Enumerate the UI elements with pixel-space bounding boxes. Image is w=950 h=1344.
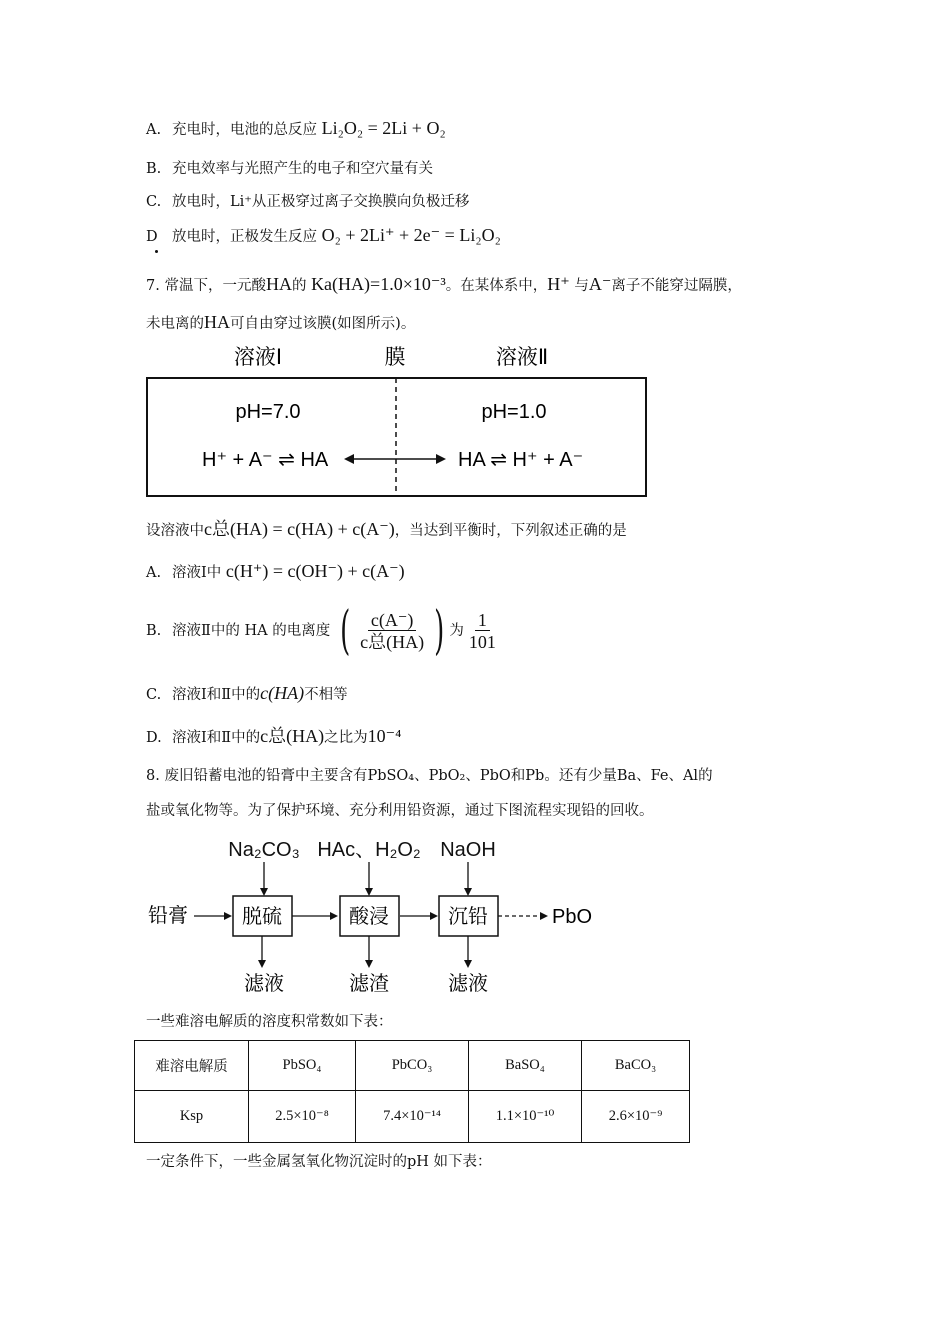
ph1-label: pH=7.0 (235, 401, 301, 423)
ksp-table (134, 1040, 690, 1143)
arrow-head-left (344, 454, 354, 464)
flow-diagram (140, 828, 610, 998)
ionization-fraction: $\frac{c(A^-)}{\text{c总(HA)}}$ (360, 609, 425, 652)
output-2: 滤渣 (349, 971, 389, 995)
membrane-label: 膜 (384, 345, 406, 369)
table-header: BaCO₃ (582, 1041, 690, 1091)
q7-option-c: C. 溶液Ⅰ和Ⅱ中的c(HA)不相等 (146, 683, 348, 703)
membrane-diagram (140, 338, 655, 503)
equilibrium-2: HA ⇌ H⁺ + A⁻ (458, 449, 584, 471)
step-2: 酸浸 (349, 904, 389, 928)
solution1-label: 溶液Ⅰ (233, 345, 283, 369)
q7-stem-line1: 7. 常温下，一元酸HA的 Ka(HA)=1.0×10⁻³。在某体系中，H⁺ 与A⁻离子不能穿过隔膜， (146, 274, 742, 294)
arrow-head-right (436, 454, 446, 464)
q7-option-a: A. 溶液Ⅰ中 c(H⁺) = c(OH⁻) + c(A⁻) (146, 561, 405, 581)
reagent-3: NaOH (440, 839, 496, 861)
footer-text: 一定条件下，一些金属氢氧化物沉淀时的pH 如下表： (146, 1154, 492, 1170)
q6-option-b: B. 充电效率与光照产生的电子和空穴量有关 (146, 161, 433, 177)
q7-option-d: D. 溶液Ⅰ和Ⅱ中的c总(HA)之比为10⁻⁴ (146, 726, 402, 746)
q7-option-b: B. 溶液Ⅱ中的 HA 的电离度 ( $\frac{c(A^-)}{\text{c总(HA)}}$ ) 为 $\frac{1}{101}$ (146, 605, 501, 657)
q8-stem-line2: 盐或氧化物等。为了保护环境、充分利用铅资源，通过下图流程实现铅的回收。 (146, 803, 654, 819)
q6-option-c: C. 放电时，Li⁺从正极穿过离子交换膜向负极迁移 (146, 194, 470, 210)
q8-stem-line1: 8. 废旧铅蓄电池的铅膏中主要含有PbSO₄、PbO₂、PbO和Pb。还有少量Ba、Fe、Al的 (146, 768, 713, 784)
q7-stem-line2: 未电离的HA可自由穿过该膜(如图所示)。 (146, 312, 416, 332)
equilibrium-1: H⁺ + A⁻ ⇌ HA (202, 449, 329, 471)
reagent-1: Na₂CO₃ (228, 839, 300, 861)
table-header: PbSO₄ (249, 1041, 356, 1091)
table-cell: 2.6×10⁻⁹ (582, 1091, 690, 1143)
table-header: BaSO₄ (469, 1041, 582, 1091)
q6-d-formula: O₂ + 2Li⁺ + 2e⁻ = Li₂O₂ (321, 225, 501, 245)
step-1: 脱硫 (242, 904, 282, 928)
q6-option-a: A. 充电时，电池的总反应 Li₂O₂ = 2Li + O₂ (146, 118, 446, 138)
flow-product: PbO (552, 906, 593, 928)
output-3: 滤液 (448, 971, 488, 995)
table-cell: 7.4×10⁻¹⁴ (356, 1091, 469, 1143)
stray-dot (155, 250, 158, 253)
flow-input: 铅膏 (148, 903, 188, 927)
q7-condition: 设溶液中c总(HA) = c(HA) + c(A⁻)，当达到平衡时，下列叙述正确的是 (146, 519, 627, 539)
reagent-2: HAc、H₂O₂ (317, 839, 421, 861)
table-header: 难溶电解质 (135, 1041, 249, 1091)
output-1: 滤液 (244, 971, 284, 995)
q6-a-formula: Li₂O₂ = 2Li + O₂ (321, 118, 446, 138)
table-cell: 1.1×10⁻¹⁰ (469, 1091, 582, 1143)
table-cell: 2.5×10⁻⁸ (249, 1091, 356, 1143)
solution2-label: 溶液Ⅱ (495, 345, 549, 369)
table-intro: 一些难溶电解质的溶度积常数如下表： (146, 1014, 393, 1030)
value-fraction: $\frac{1}{101}$ (468, 609, 496, 652)
ph2-label: pH=1.0 (481, 401, 547, 423)
step-3: 沉铅 (448, 904, 488, 928)
table-row-label: Ksp (135, 1091, 249, 1143)
table-header: PbCO₃ (356, 1041, 469, 1091)
q6-option-d: D 放电时，正极发生反应 O₂ + 2Li⁺ + 2e⁻ = Li₂O₂ (146, 225, 501, 245)
